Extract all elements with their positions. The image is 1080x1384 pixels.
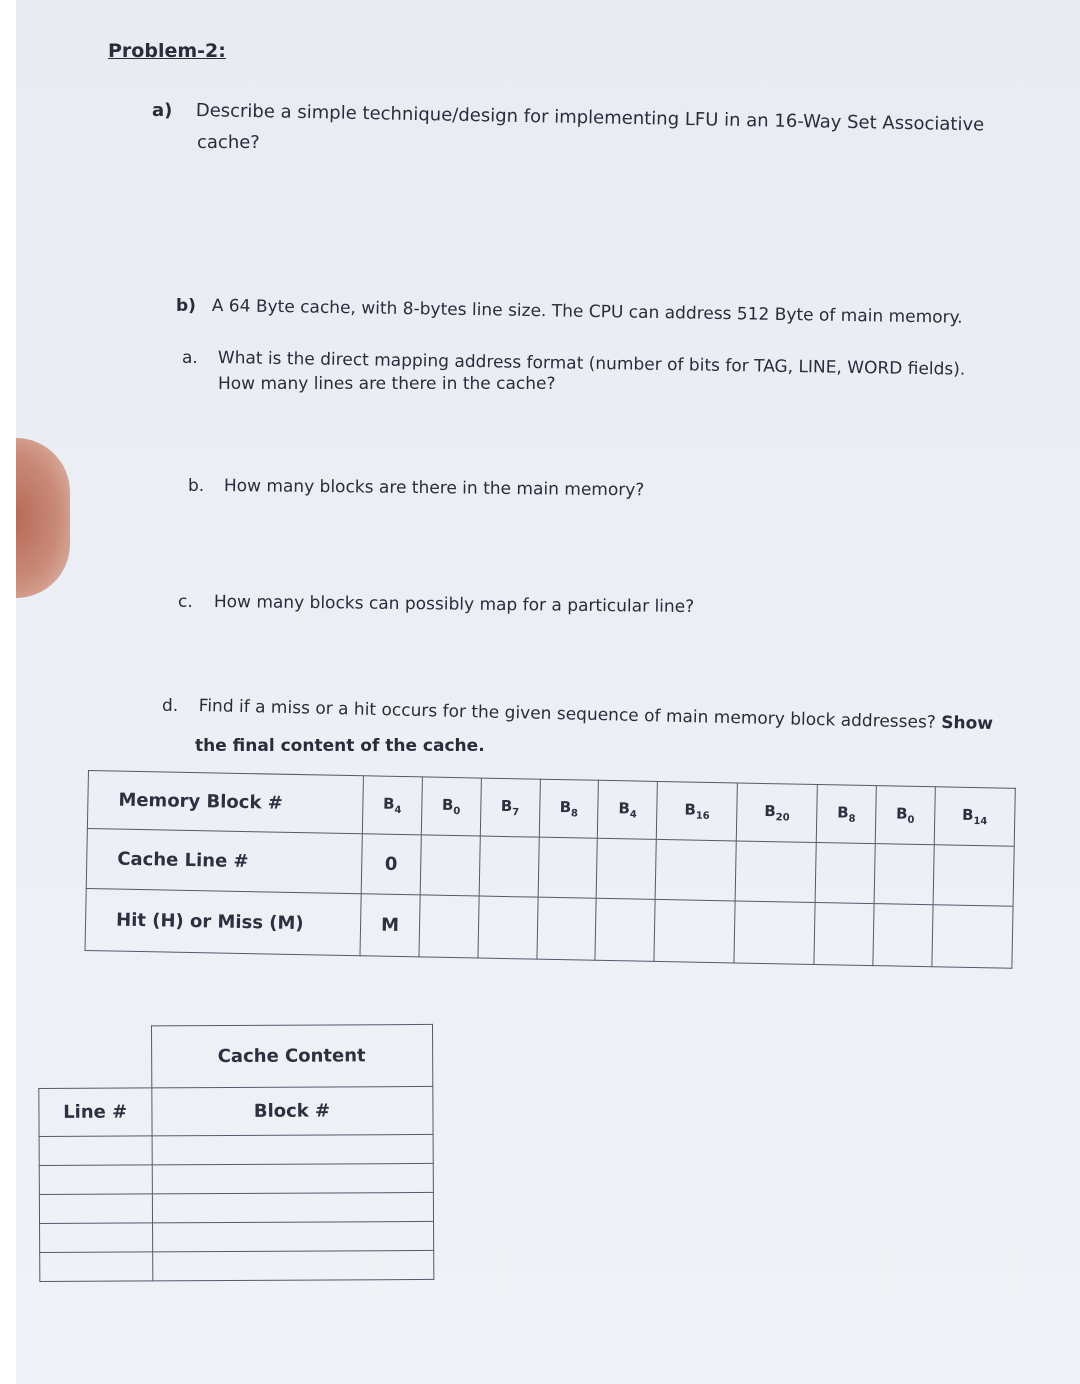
part-b-intro: A 64 Byte cache, with 8-bytes line size. The CPU can address 512 Byte of main memory.: [211, 296, 963, 328]
line-cell: [39, 1194, 152, 1224]
block-cell: $B_8$: [539, 779, 599, 838]
hit-miss-cell: [654, 899, 735, 963]
cache-line-cell: [874, 844, 934, 905]
line-cell: [40, 1223, 153, 1253]
cache-line-cell: [597, 838, 657, 899]
hit-miss-cell: [814, 902, 874, 965]
cache-content-table: [38, 1024, 434, 1282]
block-cell: $B_{14}$: [934, 787, 1015, 847]
block-number-header: Block #: [151, 1086, 432, 1135]
caption-spacer: [39, 1026, 152, 1089]
cache-line-cell: [420, 835, 480, 896]
block-cell: $B_7$: [480, 778, 540, 837]
block-cell: [152, 1163, 433, 1193]
block-cell: $B_0$: [421, 777, 481, 836]
hit-miss-cell: [478, 896, 538, 959]
cache-row: [39, 1134, 433, 1165]
cache-line-cell: [655, 839, 736, 901]
block-cell: [152, 1250, 433, 1280]
cache-line-cell: [538, 837, 598, 898]
line-number-header: Line #: [39, 1088, 152, 1137]
hit-miss-cell: M: [360, 894, 420, 957]
block-cell: $B_{16}$: [657, 781, 738, 841]
sub-a-line1: What is the direct mapping address format (number of bits for TAG, LINE, WORD fields).: [217, 348, 966, 380]
line-cell: [39, 1136, 152, 1166]
hit-miss-cell: [537, 897, 597, 960]
cache-caption-row: [39, 1024, 433, 1088]
sub-d-show: Show: [940, 712, 994, 735]
cache-row: [39, 1192, 433, 1223]
cache-row: [40, 1250, 434, 1281]
sub-d-line2: the final content of the cache.: [195, 736, 485, 756]
sub-b-text: How many blocks are there in the main memory?: [223, 476, 645, 501]
hit-miss-cell: [932, 905, 1013, 969]
block-cell: $B_{20}$: [737, 783, 818, 843]
cache-line-cell: [933, 845, 1014, 907]
memory-block-header: Memory Block #: [87, 771, 363, 834]
hit-miss-cell: [873, 904, 933, 967]
cache-line-cell: [815, 842, 875, 903]
block-cell: $B_4$: [598, 780, 658, 839]
sub-a-line2: How many lines are there in the cache?: [218, 374, 556, 394]
part-b-label: b): [176, 296, 196, 316]
part-a-line2: cache?: [197, 132, 260, 153]
block-cell: [152, 1221, 433, 1251]
sub-d-label: d.: [162, 696, 179, 716]
sub-c-label: c.: [178, 592, 193, 612]
cache-line-cell: [479, 836, 539, 897]
hit-miss-cell: [734, 901, 815, 965]
line-cell: [39, 1165, 152, 1195]
cache-line-header: Cache Line #: [86, 828, 362, 893]
cache-line-cell: 0: [361, 834, 421, 895]
block-cell: [152, 1192, 433, 1222]
sub-d-line1-text: Find if a miss or a hit occurs for the given sequence of main memory block addresses?: [198, 696, 937, 733]
problem-title: Problem-2:: [108, 40, 226, 62]
hit-miss-cell: [419, 895, 479, 958]
sub-b-label: b.: [188, 476, 205, 496]
sub-a-label: a.: [182, 348, 198, 368]
hit-miss-cell: [595, 898, 655, 961]
block-cell: $B_8$: [816, 785, 876, 844]
cache-row: [40, 1221, 434, 1252]
part-a-label: a): [152, 100, 173, 121]
sub-c-text: How many blocks can possibly map for a particular line?: [213, 592, 695, 618]
block-cell: $B_4$: [362, 776, 422, 835]
hit-miss-header: Hit (H) or Miss (M): [85, 888, 361, 955]
cache-content-caption: Cache Content: [151, 1024, 432, 1087]
cache-row: [39, 1163, 433, 1194]
block-cell: [152, 1134, 433, 1164]
sequence-table: [85, 770, 1016, 969]
cache-line-cell: [735, 841, 816, 903]
cache-header-row: [39, 1086, 433, 1136]
line-cell: [40, 1252, 153, 1282]
part-a-text: Describe a simple technique/design for implementing LFU in an 16-Way Set Associative: [195, 100, 985, 136]
block-cell: $B_0$: [875, 786, 935, 845]
